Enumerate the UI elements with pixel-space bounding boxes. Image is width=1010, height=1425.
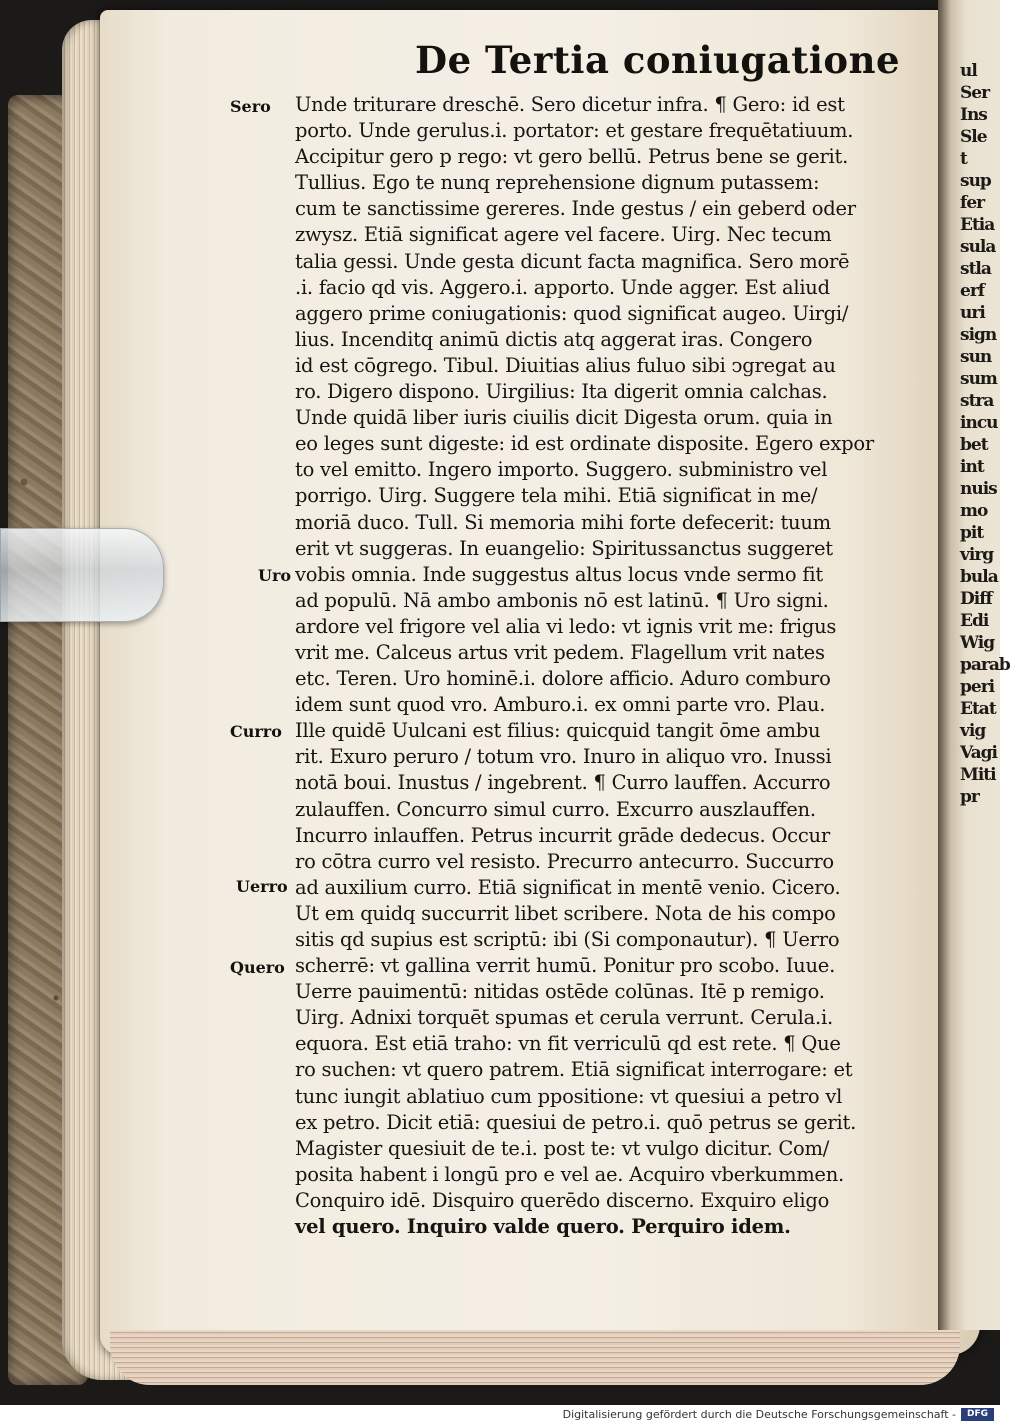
text-line: moriā duco. Tull. Si memoria mihi forte defecerit: tuum bbox=[295, 510, 831, 534]
text-line: equora. Est etiā traho: vn fit verriculū qd est rete. ¶ Que bbox=[295, 1032, 841, 1056]
dfg-logo: DFG bbox=[961, 1408, 994, 1421]
margin-note-curro: Curro bbox=[230, 722, 282, 741]
page-bottom-edge bbox=[110, 1330, 960, 1385]
text-line: Unde triturare dreschē. Sero dicetur infra. ¶ Gero: id est bbox=[295, 93, 845, 116]
margin-note-uro: Uro bbox=[258, 566, 292, 585]
right-page-text: ul Ser Ins Sle t sup fer Etia sula stla erf uri sign sun sum stra incu bet int nuis mo pit virg bula Diff Edi Wig parab peri Etat vig Vagi Miti pr bbox=[960, 61, 1010, 807]
text-line: vrit me. Calceus artus vrit pedem. Flagellum vrit nates bbox=[295, 640, 825, 664]
text-line: posita habent i longū pro e vel ae. Acquiro vberkummen. bbox=[295, 1162, 844, 1186]
text-line: ad auxilium curro. Etiā significat in mentē venio. Cicero. bbox=[295, 875, 841, 899]
text-line: scherrē: vt gallina verrit humū. Ponitur pro scobo. Iuue. bbox=[295, 954, 836, 978]
margin-note-uerro: Uerro bbox=[236, 877, 288, 896]
text-line: .i. facio qd vis. Aggero.i. apporto. Unde agger. Est aliud bbox=[295, 275, 830, 299]
text-line: erit vt suggeras. In euangelio: Spiritussanctus suggeret bbox=[295, 536, 833, 560]
text-line: porto. Unde gerulus.i. portator: et gestare frequētatiuum. bbox=[295, 119, 854, 143]
text-line: notā boui. Inustus / ingebrent. ¶ Curro lauffen. Accurro bbox=[295, 771, 831, 795]
text-line: ex petro. Dicit etiā: quesiui de petro.i. quō petrus se gerit. bbox=[295, 1110, 857, 1134]
text-line: ardore vel frigore vel alia vi ledo: vt ignis vrit me: frigus bbox=[295, 614, 837, 638]
text-line: to vel emitto. Ingero importo. Suggero. subministro vel bbox=[295, 458, 828, 482]
text-line: ro. Digero dispono. Uirgilius: Ita digerit omnia calchas. bbox=[295, 380, 828, 404]
text-line: zwysz. Etiā significat agere vel facere. Uirg. Nec tecum bbox=[295, 223, 832, 247]
page-heading: De Tertia coniugatione bbox=[415, 38, 901, 82]
text-line: Uerre pauimentū: nitidas ostēde colūnas. Itē p remigo. bbox=[295, 980, 825, 1004]
text-line: sitis qd supius est scriptū: ibi (Si componautur). ¶ Uerro bbox=[295, 928, 840, 951]
body-text bbox=[295, 92, 910, 1240]
text-line: eo leges sunt digeste: id est ordinate disposite. Egero expor bbox=[295, 432, 874, 456]
text-line: Ut em quidq succurrit libet scribere. Nota de his compo bbox=[295, 901, 836, 925]
text-line: talia gessi. Unde gesta dicunt facta magnifica. Sero morē bbox=[295, 249, 850, 273]
footer bbox=[0, 1405, 1000, 1425]
footer-credit: Digitalisierung gefördert durch die Deutsche Forschungsgemeinschaft - bbox=[562, 1408, 956, 1421]
text-line: Accipitur gero p rego: vt gero bellū. Petrus bene se gerit. bbox=[295, 145, 849, 169]
text-line: ad populū. Nā ambo ambonis nō est latinū. ¶ Uro signi. bbox=[295, 588, 829, 612]
text-line: tunc iungit ablatiuo cum ppositione: vt quesiui a petro vl bbox=[295, 1084, 843, 1108]
text-line: ro suchen: vt quero patrem. Etiā significat interrogare: et bbox=[295, 1058, 853, 1082]
text-line: aggero prime coniugationis: quod significat augeo. Uirgi/ bbox=[295, 301, 849, 325]
text-line: porrigo. Uirg. Suggere tela mihi. Etiā significat in me/ bbox=[295, 484, 818, 508]
text-line: lius. Incenditq animū dictis atq aggerat iras. Congero bbox=[295, 327, 813, 351]
right-page-fragment bbox=[938, 0, 1010, 1330]
text-line: Unde quidā liber iuris ciuilis dicit Digesta orum. quia in bbox=[295, 406, 833, 430]
text-line: Magister quesiuit de te.i. post te: vt vulgo dicitur. Com/ bbox=[295, 1136, 830, 1160]
text-line: Tullius. Ego te nunq reprehensione dignum putassem: bbox=[295, 171, 820, 195]
text-line: Incurro inlauffen. Petrus incurrit grāde dedecus. Occur bbox=[295, 823, 830, 847]
text-line: Ille quidē Uulcani est filius: quicquid tangit ōme ambu bbox=[295, 719, 821, 743]
text-line: Conquiro idē. Disquiro querēdo discerno. Exquiro eligo bbox=[295, 1188, 830, 1212]
text-line: etc. Teren. Uro hominē.i. dolore afficio. Aduro comburo bbox=[295, 667, 831, 691]
text-line: cum te sanctissime gereres. Inde gestus / ein geberd oder bbox=[295, 197, 856, 221]
text-line: ro cōtra curro vel resisto. Precurro antecurro. Succurro bbox=[295, 849, 834, 873]
text-line: vel quero. Inquiro valde quero. Perquiro idem. bbox=[295, 1215, 791, 1239]
text-line: zulauffen. Concurro simul curro. Excurro auszlauffen. bbox=[295, 797, 816, 821]
text-line: vobis omnia. Inde suggestus altus locus vnde sermo fit bbox=[295, 562, 823, 586]
page-marker-clip bbox=[0, 528, 164, 622]
text-line: rit. Exuro peruro / totum vro. Inuro in aliquo vro. Inussi bbox=[295, 745, 832, 769]
margin-note-sero: Sero bbox=[230, 97, 271, 116]
margin-note-quero: Quero bbox=[230, 958, 285, 977]
text-line: id est cōgrego. Tibul. Diuitias alius fuluo sibi ↄgregat au bbox=[295, 353, 836, 377]
text-line: idem sunt quod vro. Amburo.i. ex omni parte vro. Plau. bbox=[295, 693, 826, 717]
text-line: Uirg. Adnixi torquēt spumas et cerula verrunt. Cerula.i. bbox=[295, 1006, 833, 1030]
